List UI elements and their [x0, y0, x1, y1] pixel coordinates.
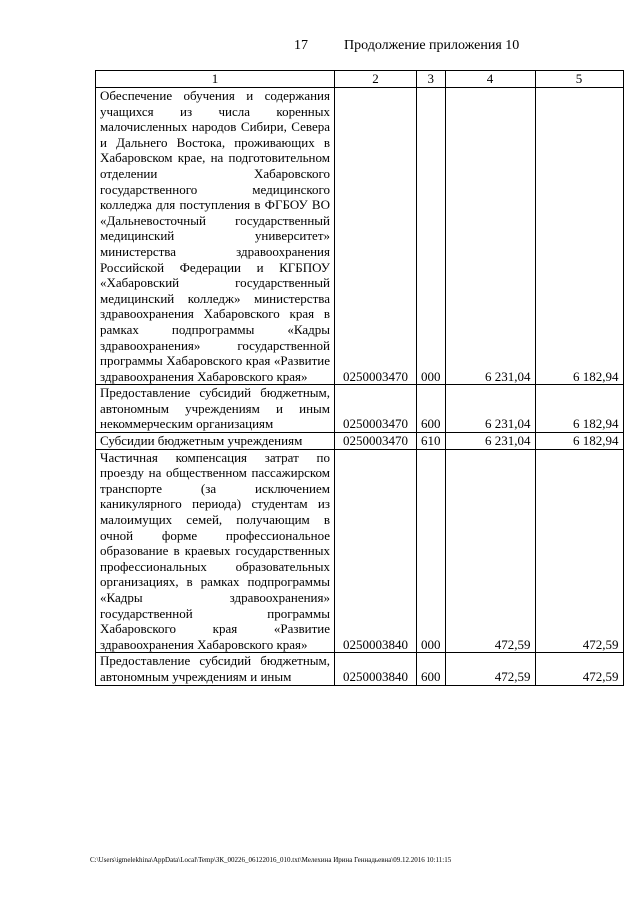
column-header-3: 3: [417, 71, 446, 88]
column-header-5: 5: [535, 71, 623, 88]
row-vr: 000: [417, 88, 446, 385]
page-number: 17: [294, 38, 308, 53]
row-name-cell: [96, 653, 335, 685]
row-name: Предоставление субсидий бюджетным, автономным учреждениям и иным: [100, 653, 330, 684]
row-name-cell: [96, 385, 335, 433]
table-row: [96, 449, 624, 653]
row-sum-2: 6 182,94: [535, 88, 623, 385]
row-sum-1: 472,59: [445, 449, 535, 653]
row-sum-1: 6 231,04: [445, 433, 535, 450]
row-sum-2: 472,59: [535, 653, 623, 685]
table-row: [96, 433, 624, 450]
table-row: [96, 385, 624, 433]
budget-table: [95, 70, 624, 686]
row-sum-2: 472,59: [535, 449, 623, 653]
row-name-cell: [96, 449, 335, 653]
row-name: Предоставление субсидий бюджетным, автономным учреждениям и иным некоммерческим организациям: [100, 385, 330, 432]
row-code: 0250003840: [335, 449, 417, 653]
table-header-row: [96, 71, 624, 88]
row-code: 0250003470: [335, 88, 417, 385]
row-vr: 610: [417, 433, 446, 450]
row-name: Субсидии бюджетным учреждениям: [100, 433, 303, 449]
page-header: [0, 38, 640, 56]
row-name-cell: [96, 433, 335, 450]
row-sum-1: 6 231,04: [445, 88, 535, 385]
row-code: 0250003470: [335, 433, 417, 450]
row-name: Обеспечение обучения и содержания учащихся из числа коренных малочисленных народов Сибири, Севера и Дальнего Востока, проживающих в Хабаровском крае, на подготовительном отделении Хабаровского государственного медицинского колледжа для поступления в ФГБОУ ВО «Дальневосточный государственный медицинский университет» министерства здравоохранения Российской Федерации и КГБПОУ «Хабаровский государственный медицинский колледж» министерства здравоохранения Хабаровского края в рамках подпрограммы «Кадры здравоохранения» государственной программы Хабаровского края «Развитие здравоохранения Хабаровского края»: [100, 88, 330, 384]
page-title: Продолжение приложения 10: [344, 38, 520, 53]
row-name: Частичная компенсация затрат по проезду на общественном пассажирском транспорте (за исключением каникулярного периода) студентам из малоимущих семей, получающим в очной форме профессиональное образование в краевых государственных профессиональных образовательных организациях, в рамках подпрограммы «Кадры здравоохранения» государственной программы Хабаровского края «Развитие здравоохранения Хабаровского края»: [100, 449, 330, 652]
row-vr: 600: [417, 385, 446, 433]
column-header-1: 1: [96, 71, 335, 88]
column-header-4: 4: [445, 71, 535, 88]
row-code: 0250003470: [335, 385, 417, 433]
column-header-2: 2: [335, 71, 417, 88]
row-sum-1: 472,59: [445, 653, 535, 685]
table-row: [96, 653, 624, 685]
row-sum-1: 6 231,04: [445, 385, 535, 433]
row-name-cell: [96, 88, 335, 385]
table-row: [96, 88, 624, 385]
footer-file-path: C:\Users\igmelekhina\AppData\Local\Temp\ЗК_00226_06122016_010.txt\Мелехина Ирина Геннадьевна\09.12.2016 10:11:15: [90, 856, 452, 864]
row-code: 0250003840: [335, 653, 417, 685]
row-vr: 600: [417, 653, 446, 685]
row-sum-2: 6 182,94: [535, 433, 623, 450]
row-sum-2: 6 182,94: [535, 385, 623, 433]
row-vr: 000: [417, 449, 446, 653]
